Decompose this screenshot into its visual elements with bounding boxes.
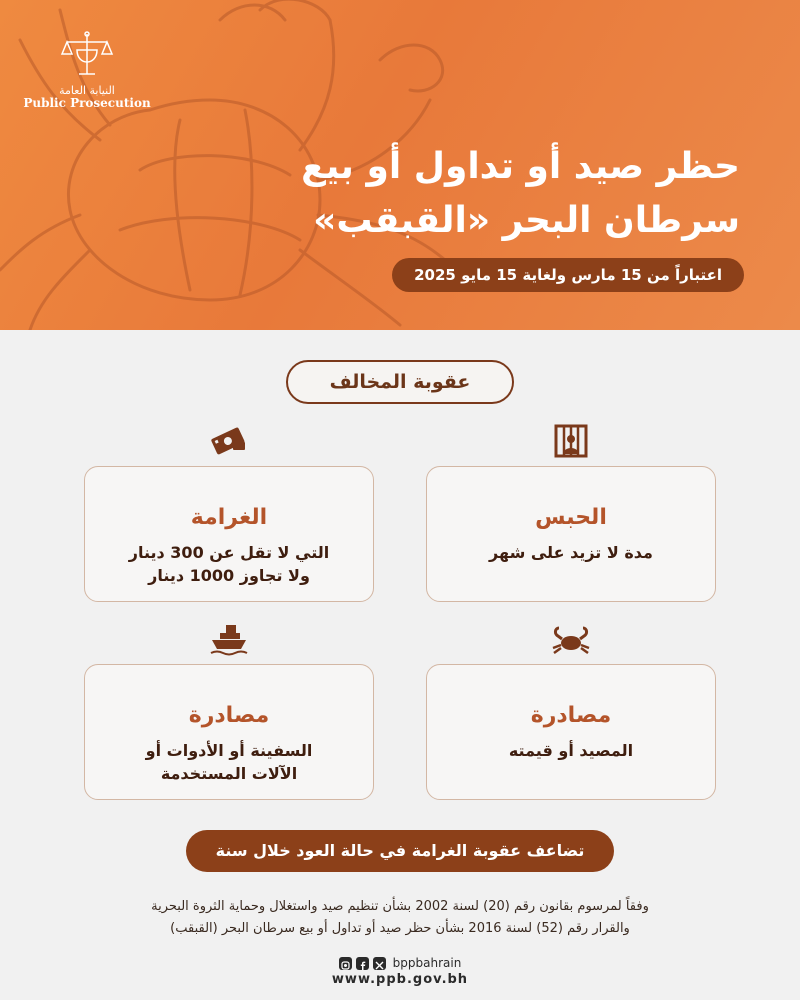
penalty-card-fine (84, 466, 374, 602)
money-icon (203, 417, 255, 465)
legal-line-1: وفقاً لمرسوم بقانون رقم (20) لسنة 2002 بشأن تنظيم صيد واستغلال وحماية الثروة البحرية (151, 899, 649, 914)
emblem-icon (59, 30, 115, 82)
social-links (330, 956, 470, 970)
card-desc-line: ولا تجاوز 1000 دينار (148, 566, 310, 585)
card-title: مصادرة (188, 703, 270, 728)
legal-line-2: والقرار رقم (52) لسنة 2016 بشأن حظر صيد أو تداول أو بيع سرطان البحر (القبقب) (170, 921, 630, 936)
hero-banner (0, 0, 800, 330)
penalty-card-confiscate-ship (84, 664, 374, 800)
penalty-card-confiscate-catch (426, 664, 716, 800)
card-description (85, 541, 373, 587)
instagram-icon[interactable] (339, 957, 352, 970)
logo-english-text: Public Prosecution (23, 96, 151, 110)
card-title: الحبس (535, 505, 607, 530)
card-description (85, 739, 373, 785)
date-range-badge: اعتباراً من 15 مارس ولغاية 15 مايو 2025 (392, 258, 744, 292)
card-desc-line: المصيد أو قيمته (508, 741, 634, 760)
website-link[interactable]: www.ppb.gov.bh (331, 972, 469, 987)
card-title: مصادرة (530, 703, 612, 728)
card-desc-line: التي لا تقل عن 300 دينار (128, 543, 330, 562)
penalty-card-prison (426, 466, 716, 602)
footer (330, 956, 470, 987)
logo-arabic-text: النيابة العامة (59, 84, 115, 97)
crab-icon (545, 615, 597, 663)
ship-icon (203, 615, 255, 663)
card-title: الغرامة (190, 505, 268, 530)
prison-icon (545, 417, 597, 465)
card-desc-line: مدة لا تزيد على شهر (489, 543, 653, 562)
x-icon[interactable] (373, 957, 386, 970)
penalties-heading: عقوبة المخالف (286, 360, 514, 404)
title-line-1: حظر صيد أو تداول أو بيع (301, 146, 740, 187)
card-description (427, 739, 715, 762)
logo (22, 30, 152, 110)
card-desc-line: السفينة أو الأدوات أو (145, 741, 313, 760)
title-line-2: سرطان البحر «القبقب» (313, 200, 740, 241)
legal-reference (40, 896, 760, 940)
card-desc-line: الآلات المستخدمة (160, 764, 298, 783)
facebook-icon[interactable] (356, 957, 369, 970)
repeat-offense-notice: تضاعف عقوبة الغرامة في حالة العود خلال سنة (186, 830, 614, 872)
page-title (220, 140, 740, 248)
card-description (427, 541, 715, 564)
social-handle[interactable]: bppbahrain (392, 956, 462, 970)
